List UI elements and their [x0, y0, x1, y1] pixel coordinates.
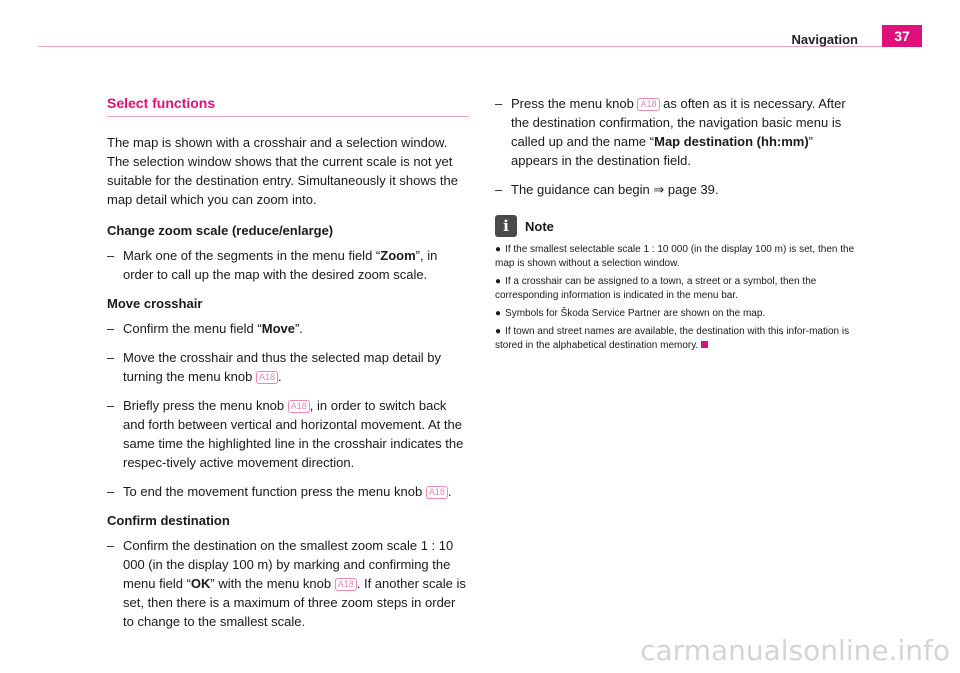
menu-knob-ref: A18 [426, 486, 448, 499]
left-column [107, 94, 469, 641]
menu-knob-ref: A18 [288, 400, 310, 413]
note-item: ● Symbols for Škoda Service Partner are shown on the map. [495, 308, 766, 319]
note-item: ● If a crosshair can be assigned to a town, a street or a symbol, then the corresponding information is indicated in the menu bar. [495, 276, 817, 301]
menu-knob-ref: A18 [637, 98, 659, 111]
guidance-step: – The guidance can begin ⇒ page 39. [495, 182, 719, 197]
header-rule [38, 46, 922, 47]
move-subheading: Move crosshair [107, 296, 203, 311]
watermark: carmanualsonline.info [640, 634, 950, 667]
end-of-section-marker [701, 341, 708, 348]
page-number: 37 [882, 25, 922, 47]
menu-knob-ref: A18 [335, 578, 357, 591]
intro-paragraph: The map is shown with a crosshair and a selection window. The selection window shows that the current scale is not yet suitable for the destination entry. Simultaneously it shows the map detail which you can zoom into. [107, 135, 458, 207]
note-item: ● If the smallest selectable scale 1 : 10 000 (in the display 100 m) is set, then the map is shown without a selection window. [495, 244, 855, 269]
note-info-icon: i [495, 215, 517, 237]
zoom-step: – Mark one of the segments in the menu field “Zoom”, in order to call up the map with the desired zoom scale. [107, 248, 438, 282]
move-step-1: – Confirm the menu field “Move”. [107, 321, 303, 336]
move-step-3: – Briefly press the menu knob A18 , in order to switch back and forth between vertical and horizontal movement. At the same time the highlighted line in the crosshair indicates the respec-tively active movement direction. [107, 398, 464, 470]
dash: – [107, 248, 115, 263]
section-title: Select functions [107, 94, 469, 117]
zoom-subheading: Change zoom scale (reduce/enlarge) [107, 223, 334, 238]
right-column [495, 94, 860, 357]
note-item: ● If town and street names are available, the destination with this infor-mation is stored in the alphabetical destination memory. [495, 326, 850, 351]
note-label: Note [525, 218, 554, 234]
header-title: Navigation [791, 32, 858, 47]
destination-step: – Press the menu knob A18 as often as it is necessary. After the destination confirmation, the navigation basic menu is called up and the name “Map destination (hh:mm)” appears in the destination field. [495, 96, 846, 168]
note-header [495, 215, 860, 237]
confirm-subheading: Confirm destination [107, 513, 230, 528]
confirm-step: – Confirm the destination on the smallest zoom scale 1 : 10 000 (in the display 100 m) by marking and confirming the menu field “OK” with the menu knob A18 . If another scale is set, then there is a maximum of three zoom steps in order to change to the smallest scale. [107, 538, 466, 629]
move-step-4: – To end the movement function press the menu knob A18 . [107, 484, 452, 499]
menu-knob-ref: A18 [256, 371, 278, 384]
move-step-2: – Move the crosshair and thus the selected map detail by turning the menu knob A18 . [107, 350, 441, 384]
